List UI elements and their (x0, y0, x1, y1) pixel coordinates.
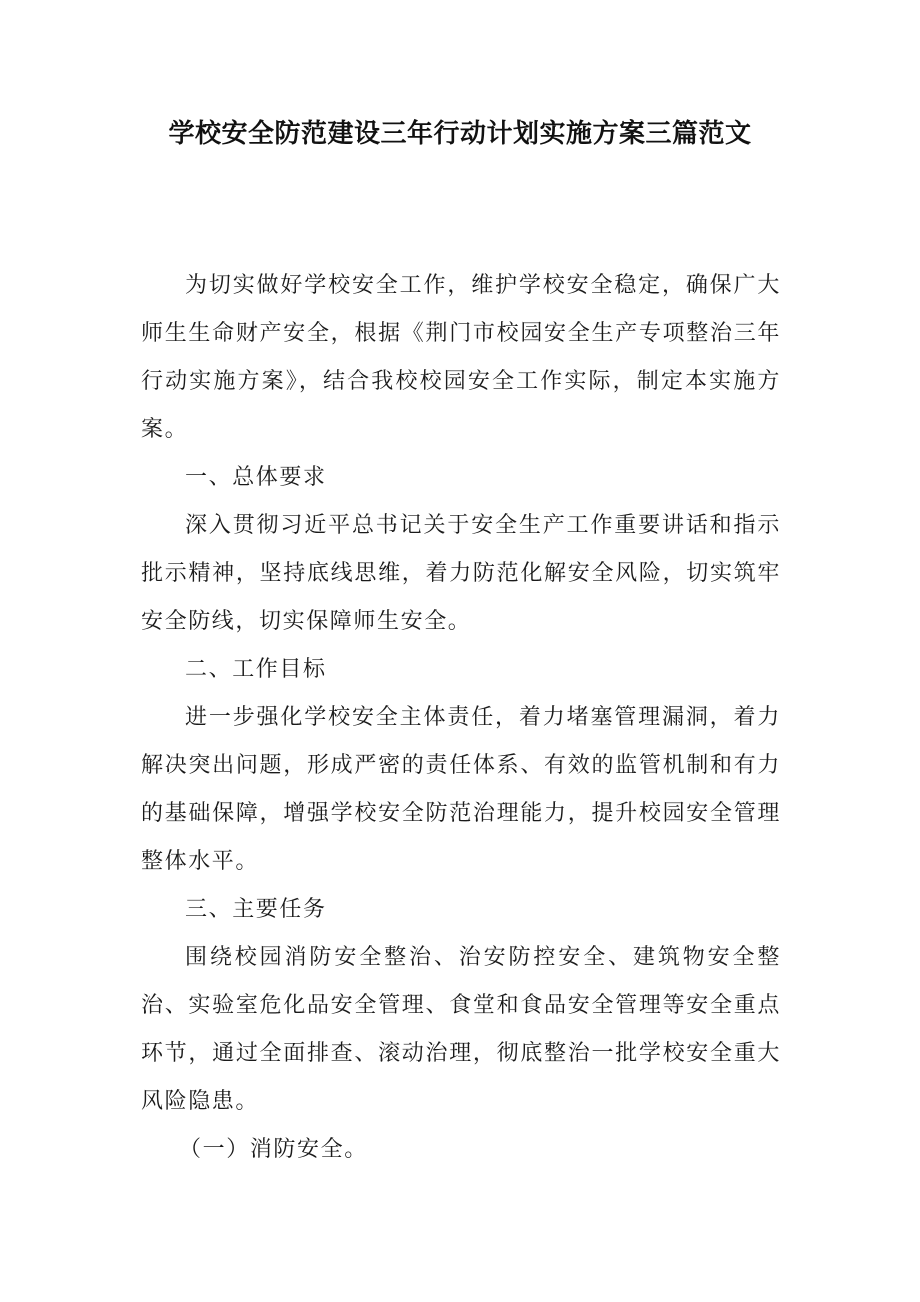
subsection-heading-fire-safety: （一）消防安全。 (179, 1137, 368, 1162)
section-heading-work-goals: 二、工作目标 (185, 657, 327, 682)
section-body-work-goals: 进一步强化学校安全主体责任，着力堵塞管理漏洞，着力解决突出问题，形成严密的责任体系、有效的监管机制和有力的基础保障，增强学校安全防范治理能力，提升校园安全管理整体水平。 (141, 705, 781, 874)
section-body-main-tasks: 围绕校园消防安全整治、治安防控安全、建筑物安全整治、实验室危化品安全管理、食堂和食品安全管理等安全重点环节，通过全面排查、滚动治理，彻底整治一批学校安全重大风险隐患。 (141, 945, 781, 1114)
intro-paragraph: 为切实做好学校安全工作，维护学校安全稳定，确保广大师生生命财产安全，根据《荆门市校园安全生产专项整治三年行动实施方案》，结合我校校园安全工作实际，制定本实施方案。 (141, 273, 781, 442)
section-heading-general-requirements: 一、总体要求 (185, 465, 327, 490)
document-title: 学校安全防范建设三年行动计划实施方案三篇范文 (168, 119, 752, 149)
section-heading-main-tasks: 三、主要任务 (185, 897, 327, 922)
document-body (141, 262, 781, 1174)
section-body-general-requirements: 深入贯彻习近平总书记关于安全生产工作重要讲话和指示批示精神，坚持底线思维，着力防范化解安全风险，切实筑牢安全防线，切实保障师生安全。 (141, 513, 781, 634)
